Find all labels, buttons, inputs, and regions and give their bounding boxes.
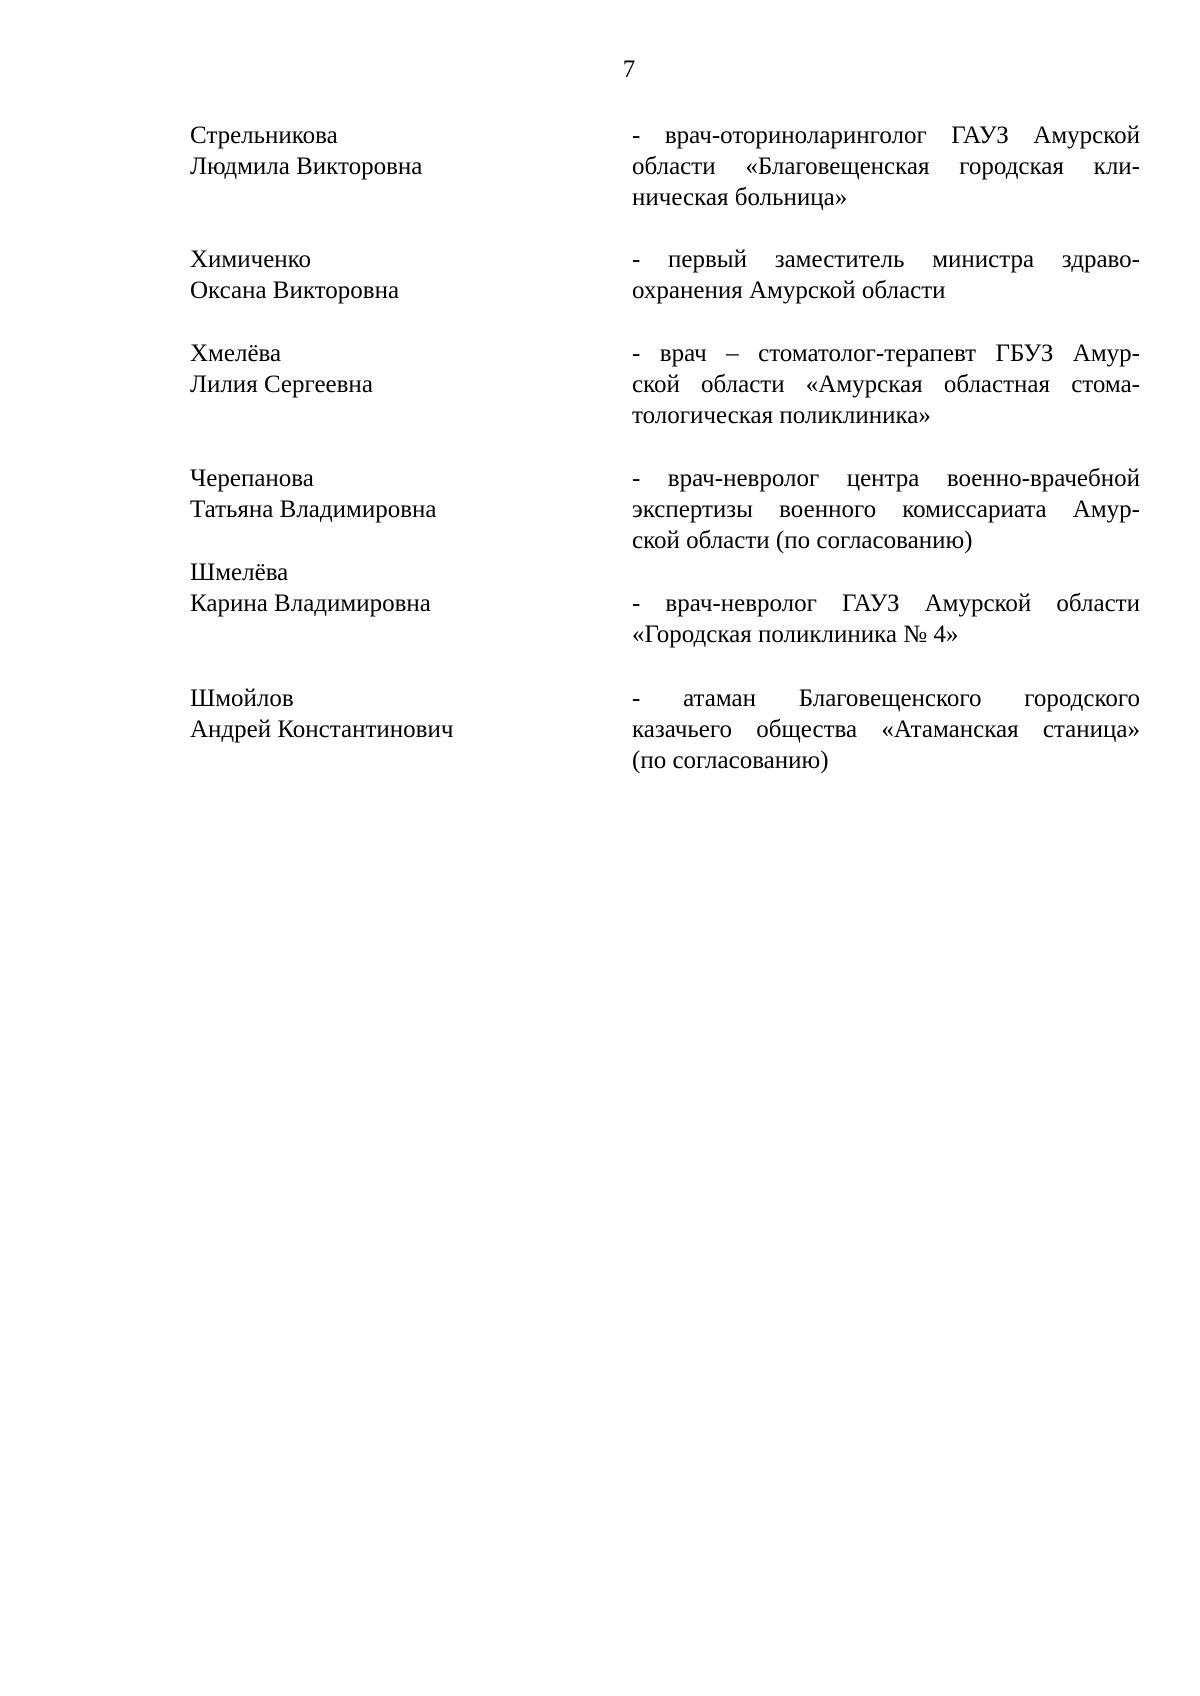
member-surname: Хмелёва [190, 340, 282, 367]
member-role-line: - врач – стоматолог-терапевт ГБУЗ Амур- [632, 340, 1140, 367]
member-role-line: тологическая поликлиника» [632, 402, 931, 429]
member-role-line: - врач-невролог центра военно-врачебной [632, 465, 1140, 492]
member-surname: Стрельникова [190, 122, 338, 149]
member-role-line: ской области «Амурская областная стома- [632, 371, 1140, 398]
member-name [190, 463, 610, 525]
member-role-line: ническая больница» [632, 184, 848, 211]
member-role-line: - атаман Благовещенского городского [632, 685, 1140, 712]
member-given-names: Людмила Викторовна [190, 153, 423, 180]
member-name [190, 244, 610, 306]
member-role [632, 120, 1140, 213]
member-name [190, 120, 610, 182]
member-surname: Черепанова [190, 465, 314, 492]
member-role [632, 683, 1140, 776]
member-name [190, 338, 610, 400]
member-role-line: - первый заместитель министра здраво- [632, 246, 1140, 273]
member-role [632, 244, 1140, 306]
member-given-names: Лилия Сергеевна [190, 371, 373, 398]
member-surname: Шмелёва [190, 559, 289, 586]
member-role-line: - врач-оториноларинголог ГАУЗ Амурской [632, 122, 1140, 149]
member-role [632, 463, 1140, 556]
member-role-line: «Городская поликлиника № 4» [632, 621, 959, 648]
member-role-line: охранения Амурской области [632, 277, 946, 304]
member-surname: Шмойлов [190, 685, 294, 712]
member-given-names: Карина Владимировна [190, 590, 431, 617]
member-role-line: - врач-невролог ГАУЗ Амурской области [632, 590, 1140, 617]
member-role-line: казачьего общества «Атаманская станица» [632, 716, 1140, 743]
member-given-names: Оксана Викторовна [190, 277, 400, 304]
page-number: 7 [622, 56, 636, 83]
member-role-line: ской области (по согласованию) [632, 527, 973, 554]
member-role [632, 338, 1140, 431]
member-role [632, 588, 1140, 650]
member-surname: Химиченко [190, 246, 312, 273]
member-name [190, 683, 610, 745]
member-role-line: (по согласованию) [632, 747, 829, 774]
member-given-names: Андрей Константинович [190, 716, 454, 743]
member-role-line: области «Благовещенская городская кли- [632, 153, 1140, 180]
member-role-line: экспертизы военного комиссариата Амур- [632, 496, 1140, 523]
member-name [190, 557, 610, 619]
member-given-names: Татьяна Владимировна [190, 496, 437, 523]
